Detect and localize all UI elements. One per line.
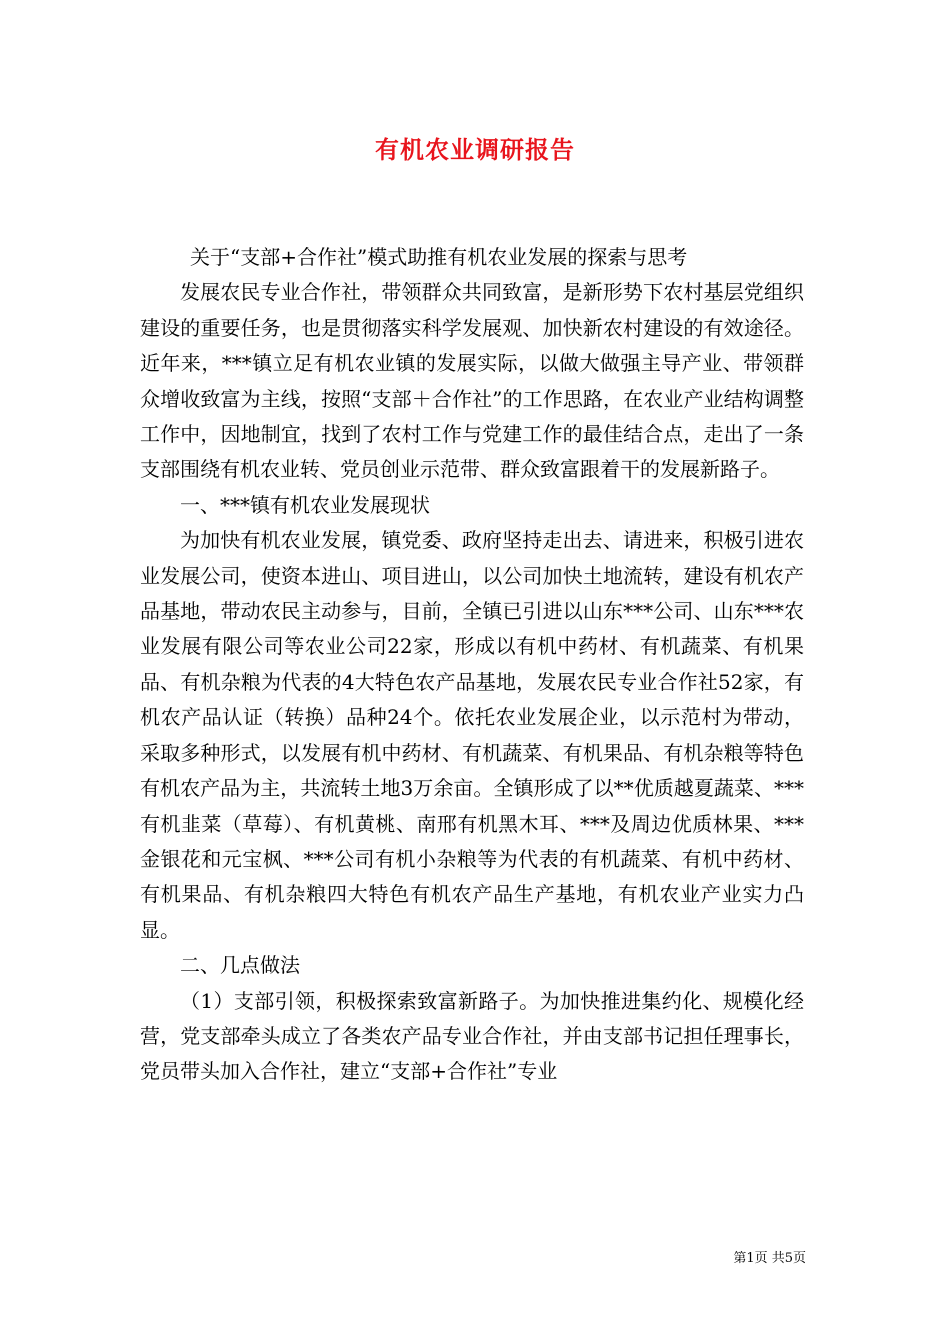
paragraph-intro: 发展农民专业合作社，带领群众共同致富，是新形势下农村基层党组织建设的重要任务，也是贯彻落实科学发展观、加快新农村建设的有效途径。近年来，***镇立足有机农业镇的发展实际，以做大做强主导产业、带领群众增收致富为主线，按照“支部＋合作社”的工作思路，在农业产业结构调整工作中，因地制宜，找到了农村工作与党建工作的最佳结合点，走出了一条支部围绕有机农业转、党员创业示范带、群众致富跟着干的发展新路子。 — [140, 280, 804, 482]
document-title: 有机农业调研报告 — [375, 135, 575, 164]
paragraph-status: 为加快有机农业发展，镇党委、政府坚持走出去、请进来，积极引进农业发展公司，使资本进山、项目进山，以公司加快土地流转，建设有机农产品基地，带动农民主动参与，目前，全镇已引进以山东***公司、山东***农业发展有限公司等农业公司22家，形成以有机中药材、有机蔬菜、有机果品、有机杂粮为代表的4大特色农产品基地，发展农民专业合作社52家，有机农产品认证（转换）品种24个。依托农业发展企业，以示范村为带动，采取多种形式，以发展有机中药材、有机蔬菜、有机果品、有机杂粮等特色有机农产品为主，共流转土地3万余亩。全镇形成了以**优质越夏蔬菜、***有机韭菜（草莓）、有机黄桃、南邢有机黑木耳、***及周边优质林果、***金银花和元宝枫、***公司有机小杂粮等为代表的有机蔬菜、有机中药材、有机果品、有机杂粮四大特色有机农产品生产基地，有机农业产业实力凸显。 — [140, 528, 804, 942]
section-heading-1: 一、***镇有机农业发展现状 — [180, 492, 430, 517]
paragraph-practice-1: （1）支部引领，积极探索致富新路子。为加快推进集约化、规模化经营，党支部牵头成立了各类农产品专业合作社，并由支部书记担任理事长，党员带头加入合作社，建立“支部+合作社”专业 — [140, 988, 804, 1084]
document-body — [140, 240, 804, 1090]
section-heading-2: 二、几点做法 — [180, 953, 300, 978]
document-subtitle: 关于“支部+合作社”模式助推有机农业发展的探索与思考 — [190, 245, 688, 269]
page-number: 第1页 共5页 — [733, 1251, 806, 1266]
